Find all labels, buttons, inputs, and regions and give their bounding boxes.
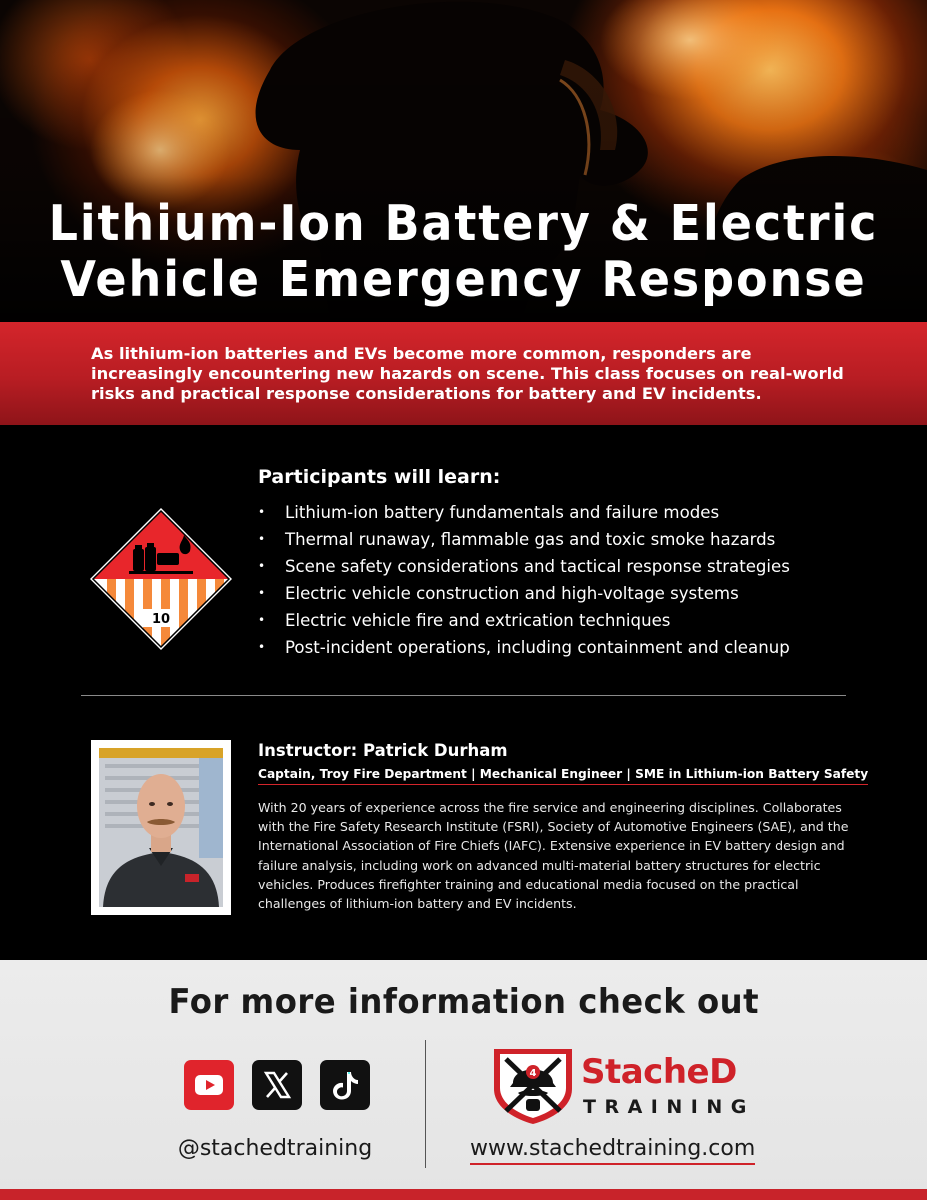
social-handle-link[interactable]: @stachedtraining [177, 1136, 373, 1161]
x-icon [252, 1060, 302, 1110]
stached-training-logo-icon [490, 1045, 576, 1125]
list-item-text: Lithium-ion battery fundamentals and failure modes [285, 503, 720, 522]
list-item-text: Thermal runaway, flammable gas and toxic smoke hazards [285, 530, 776, 549]
bullet-icon: • [258, 532, 266, 546]
page-title [0, 196, 927, 308]
intro-text: As lithium-ion batteries and EVs become more common, responders are increasingly encountering new hazards on scene. This class focuses on real-world risks and practical response considerations for battery and EV incidents. [91, 344, 844, 403]
website-link[interactable]: www.stachedtraining.com [470, 1136, 755, 1165]
x-button[interactable] [252, 1060, 302, 1110]
instructor-photo-frame [91, 740, 231, 915]
list-item [258, 553, 790, 580]
bullet-icon: • [258, 640, 266, 654]
instructor-name: Instructor: Patrick Durham [258, 741, 508, 760]
instructor-bio: With 20 years of experience across the fire service and engineering disciplines. Collaborates with the Fire Safety Research Institute (FSRI), Society of Automotive Engineers (SAE), and the International Association of Fire Chiefs (IAFC). Extensive experience in EV battery design and failure analysis, including work on advanced multi-material battery structures for electric vehicles. Produces firefighter training and educational media focused on the practical challenges of lithium-ion battery and EV incidents. [258, 800, 849, 912]
footer-heading-text: For more information check out [168, 982, 759, 1022]
section-divider [81, 695, 846, 696]
logo-number: 4 [529, 1068, 537, 1079]
hazmat-class-10-placard-icon [89, 507, 233, 651]
list-item [258, 580, 790, 607]
hero-banner [0, 0, 927, 322]
list-item-text: Scene safety considerations and tactical response strategies [285, 557, 790, 576]
list-item [258, 607, 790, 634]
tiktok-icon [320, 1060, 370, 1110]
list-item [258, 634, 790, 661]
footer-divider [425, 1040, 426, 1168]
instructor-title: Captain, Troy Fire Department | Mechanical Engineer | SME in Lithium-ion Battery Safety [258, 767, 868, 785]
hazard-class-number: 10 [151, 612, 171, 627]
footer-heading [0, 982, 927, 1022]
instructor-photo [99, 748, 223, 907]
intro-band [0, 322, 927, 425]
tiktok-button[interactable] [320, 1060, 370, 1110]
list-item [258, 526, 790, 553]
youtube-button[interactable] [184, 1060, 234, 1110]
bullet-icon: • [258, 586, 266, 600]
list-item-text: Electric vehicle fire and extrication techniques [285, 611, 671, 630]
learn-list [258, 499, 790, 661]
list-item-text: Post-incident operations, including containment and cleanup [285, 638, 790, 657]
title-line-2: Vehicle Emergency Response [60, 251, 867, 308]
bullet-icon: • [258, 613, 266, 627]
bullet-icon: • [258, 505, 266, 519]
list-item [258, 499, 790, 526]
title-line-1: Lithium-Ion Battery & Electric [48, 195, 879, 252]
brand-name: StacheD [581, 1052, 737, 1092]
bottom-accent-bar [0, 1189, 927, 1200]
youtube-icon [184, 1060, 234, 1110]
bullet-icon: • [258, 559, 266, 573]
learn-heading: Participants will learn: [258, 466, 501, 488]
brand-subtitle: TRAINING [583, 1096, 755, 1118]
list-item-text: Electric vehicle construction and high-voltage systems [285, 584, 739, 603]
